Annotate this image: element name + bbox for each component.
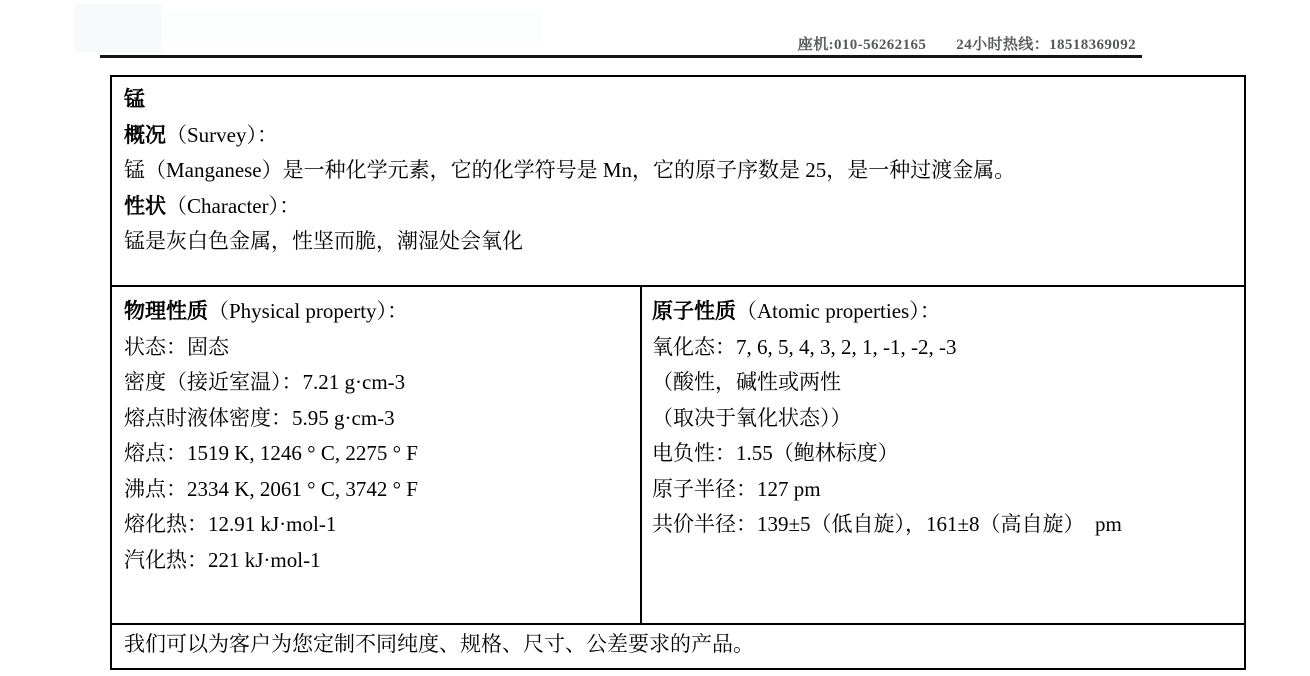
physical-property-line: 密度（接近室温）：7.21 g·cm-3 (124, 370, 406, 394)
survey-heading-en: （Survey）： (166, 122, 278, 147)
element-info-table (110, 75, 1246, 670)
hotline-number: 24小时热线：18518369092 (956, 37, 1136, 53)
physical-property-line: 汽化热：221 kJ·mol-1 (124, 547, 321, 572)
atomic-properties-section (642, 287, 1244, 623)
properties-row (112, 287, 1244, 625)
atomic-heading-en: （Atomic properties）： (736, 299, 941, 323)
physical-heading (124, 294, 632, 330)
physical-heading-zh: 物理性质 (124, 299, 208, 323)
character-heading-en: （Character）： (166, 193, 301, 218)
survey-heading-zh: 概况 (124, 122, 166, 147)
atomic-heading-zh: 原子性质 (652, 299, 736, 323)
physical-property-line: 熔化热：12.91 kJ·mol-1 (124, 512, 337, 536)
physical-property-line: 状态：固态 (124, 334, 229, 359)
atomic-heading (652, 294, 1236, 330)
header-contact-bar (100, 33, 1136, 54)
landline-number: 座机:010-56262165 (797, 37, 927, 53)
survey-heading (124, 118, 1230, 154)
physical-property-line: 沸点：2334 K, 2061 ° C, 3742 ° F (124, 476, 418, 501)
character-heading (124, 189, 1230, 225)
atomic-property-line: （酸性，碱性或两性 (652, 370, 841, 394)
character-body: 锰是灰白色金属，性坚而脆，潮湿处会氧化 (124, 229, 523, 253)
atomic-property-line: 原子半径：127 pm (652, 476, 821, 501)
survey-body: 锰（Manganese）是一种化学元素，它的化学符号是 Mn，它的原子序数是 25，是一种过渡金属。 (124, 158, 1016, 182)
character-heading-zh: 性状 (124, 193, 166, 218)
physical-property-line: 熔点时液体密度：5.95 g·cm-3 (124, 405, 395, 430)
overview-section (112, 77, 1244, 287)
element-title: 锰 (124, 87, 145, 111)
atomic-property-line: 共价半径：139±5（低自旋），161±8（高自旋） pm (652, 512, 1122, 536)
customization-note: 我们可以为客户为您定制不同纯度、规格、尺寸、公差要求的产品。 (124, 632, 754, 656)
physical-heading-en: （Physical property）： (208, 299, 409, 323)
atomic-property-line: （取决于氧化状态）） (652, 405, 852, 430)
customization-note-row (112, 625, 1244, 668)
atomic-property-line: 氧化态：7, 6, 5, 4, 3, 2, 1, -1, -2, -3 (652, 334, 957, 359)
atomic-property-line: 电负性：1.55（鲍林标度） (652, 441, 899, 465)
header-divider-rule (100, 55, 1142, 58)
physical-property-line: 熔点：1519 K, 1246 ° C, 2275 ° F (124, 441, 418, 465)
physical-properties-section (112, 287, 642, 623)
